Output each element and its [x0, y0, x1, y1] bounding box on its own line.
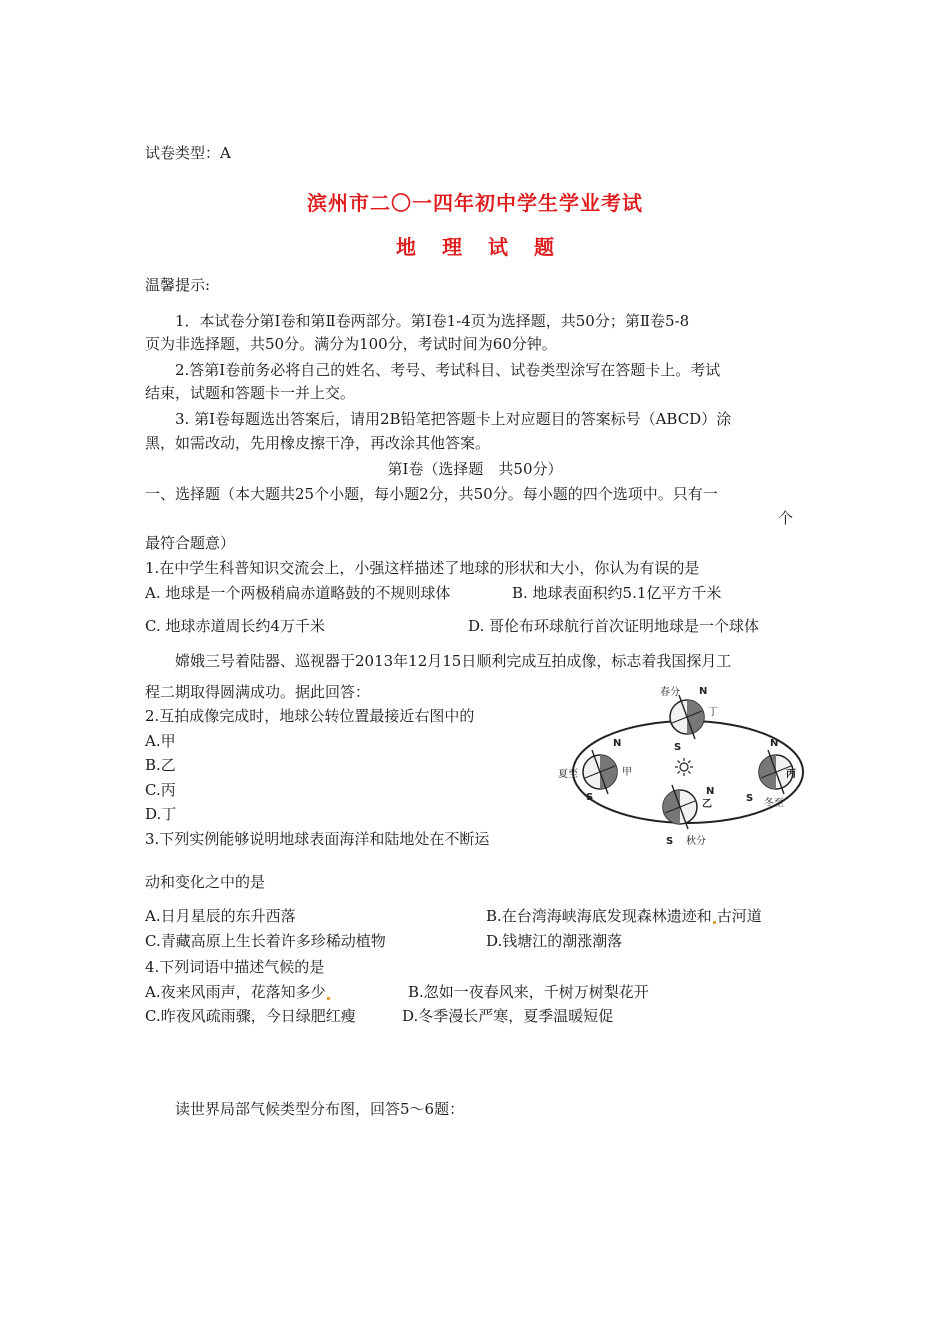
section-title: 第Ⅰ卷（选择题 共50分） [387, 460, 563, 478]
notice-1-line1: 1．本试卷分第Ⅰ卷和第Ⅱ卷两部分。第Ⅰ卷1-4页为选择题，共50分；第Ⅱ卷5-8 [175, 312, 690, 330]
earth-orbit-diagram [556, 684, 806, 849]
sun-icon [675, 758, 693, 776]
label-bing: 丙 [786, 769, 796, 780]
mark-dot [713, 921, 716, 924]
question-2-option-a: A.甲 [145, 732, 176, 750]
notice-3-line1: 3. 第Ⅰ卷每题选出答案后，请用2B铅笔把答题卡上对应题目的答案标号（ABCD）涂 [175, 410, 732, 428]
question-4-option-a [145, 982, 331, 1002]
question-3-option-c: C.青藏高原上生长着许多珍稀动植物 [145, 932, 386, 950]
notice-2-line2: 结束，试题和答题卡一并上交。 [145, 384, 356, 402]
label-north-right: N [770, 738, 779, 749]
subject-title: 地理试题 [396, 235, 580, 259]
question-3-option-d: D.钱塘江的潮涨潮落 [486, 932, 623, 950]
question-5-6-intro: 读世界局部气候类型分布图，回答5～6题： [175, 1100, 465, 1118]
question-3-option-a: A.日月星辰的东升西落 [145, 907, 296, 925]
question-1-option-c: C. 地球赤道周长约4万千米 [145, 617, 326, 635]
label-north-left: N [613, 738, 622, 749]
question-2-option-d: D.丁 [145, 805, 177, 823]
label-north-bottom: N [706, 786, 715, 797]
label-spring: 春分 [660, 687, 680, 698]
question-3-stem-line1: 3.下列实例能够说明地球表面海洋和陆地处在不断运 [145, 830, 490, 848]
label-autumn: 秋分 [686, 836, 706, 847]
notice-heading: 温馨提示: [145, 276, 211, 294]
label-jia: 甲 [622, 767, 632, 778]
question-4-option-b: B.忽如一夜春风来，千树万树梨花开 [408, 983, 649, 1001]
section-instructions-line1: 一、选择题（本大题共25个小题，每小题2分，共50分。每小题的四个选项中。只有一 [145, 485, 718, 503]
label-yi: 乙 [702, 799, 712, 810]
question-4-option-a-text: A.夜来风雨声，花落知多少 [145, 983, 326, 1001]
question-3-option-b-text1: B.在台湾海峡海底发现森林遗迹和 [486, 907, 712, 925]
label-south-top: S [674, 742, 682, 753]
question-2-stem: 2.互拍成像完成时，地球公转位置最接近右图中的 [145, 707, 475, 725]
question-3-stem-line2: 动和变化之中的是 [145, 873, 266, 891]
passage-line1: 嫦娥三号着陆器、巡视器于2013年12月15日顺利完成互拍成像，标志着我国探月工 [175, 652, 732, 670]
label-south-left: S [586, 792, 594, 803]
question-1-option-a: A. 地球是一个两极稍扁赤道略鼓的不规则球体 [145, 584, 451, 602]
question-1-option-b: B. 地球表面积约5.1亿平方千米 [512, 584, 722, 602]
earth-spring [670, 695, 704, 739]
section-instructions-line3: 最符合题意） [145, 534, 236, 552]
label-south-right: S [746, 793, 754, 804]
question-3-option-b-text2: 古河道 [716, 907, 762, 925]
label-south-bottom: S [666, 836, 674, 847]
section-instructions-line2: 个 [778, 509, 794, 527]
question-2-option-c: C.丙 [145, 781, 176, 799]
question-1-option-d: D. 哥伦布环球航行首次证明地球是一个球体 [468, 617, 760, 635]
label-ding: 丁 [708, 707, 718, 718]
notice-2-line1: 2.答第Ⅰ卷前务必将自己的姓名、考号、考试科目、试卷类型涂写在答题卡上。考试 [175, 361, 721, 379]
exam-title: 滨州市二〇一四年初中学生学业考试 [307, 191, 643, 215]
notice-1-line2: 页为非选择题，共50分。满分为100分，考试时间为60分钟。 [145, 335, 557, 353]
question-2-option-b: B.乙 [145, 756, 176, 774]
passage-line2: 程二期取得圆满成功。据此回答： [145, 683, 371, 701]
label-winter: 冬至 [764, 798, 784, 809]
mark-dot [327, 997, 330, 1000]
label-summer: 夏至 [558, 769, 578, 780]
notice-3-line2: 黑，如需改动，先用橡皮擦干净，再改涂其他答案。 [145, 434, 491, 452]
paper-type: 试卷类型：A [145, 144, 231, 162]
question-4-option-d: D.冬季漫长严寒，夏季温暖短促 [402, 1007, 614, 1025]
question-3-option-b [486, 906, 762, 926]
question-1-stem: 1.在中学生科普知识交流会上，小强这样描述了地球的形状和大小，你认为有误的是 [145, 559, 700, 577]
question-4-option-c: C.昨夜风疏雨骤，今日绿肥红瘦 [145, 1007, 356, 1025]
earth-summer [583, 750, 617, 794]
label-north-top: N [699, 686, 708, 697]
question-4-stem: 4.下列词语中描述气候的是 [145, 958, 325, 976]
